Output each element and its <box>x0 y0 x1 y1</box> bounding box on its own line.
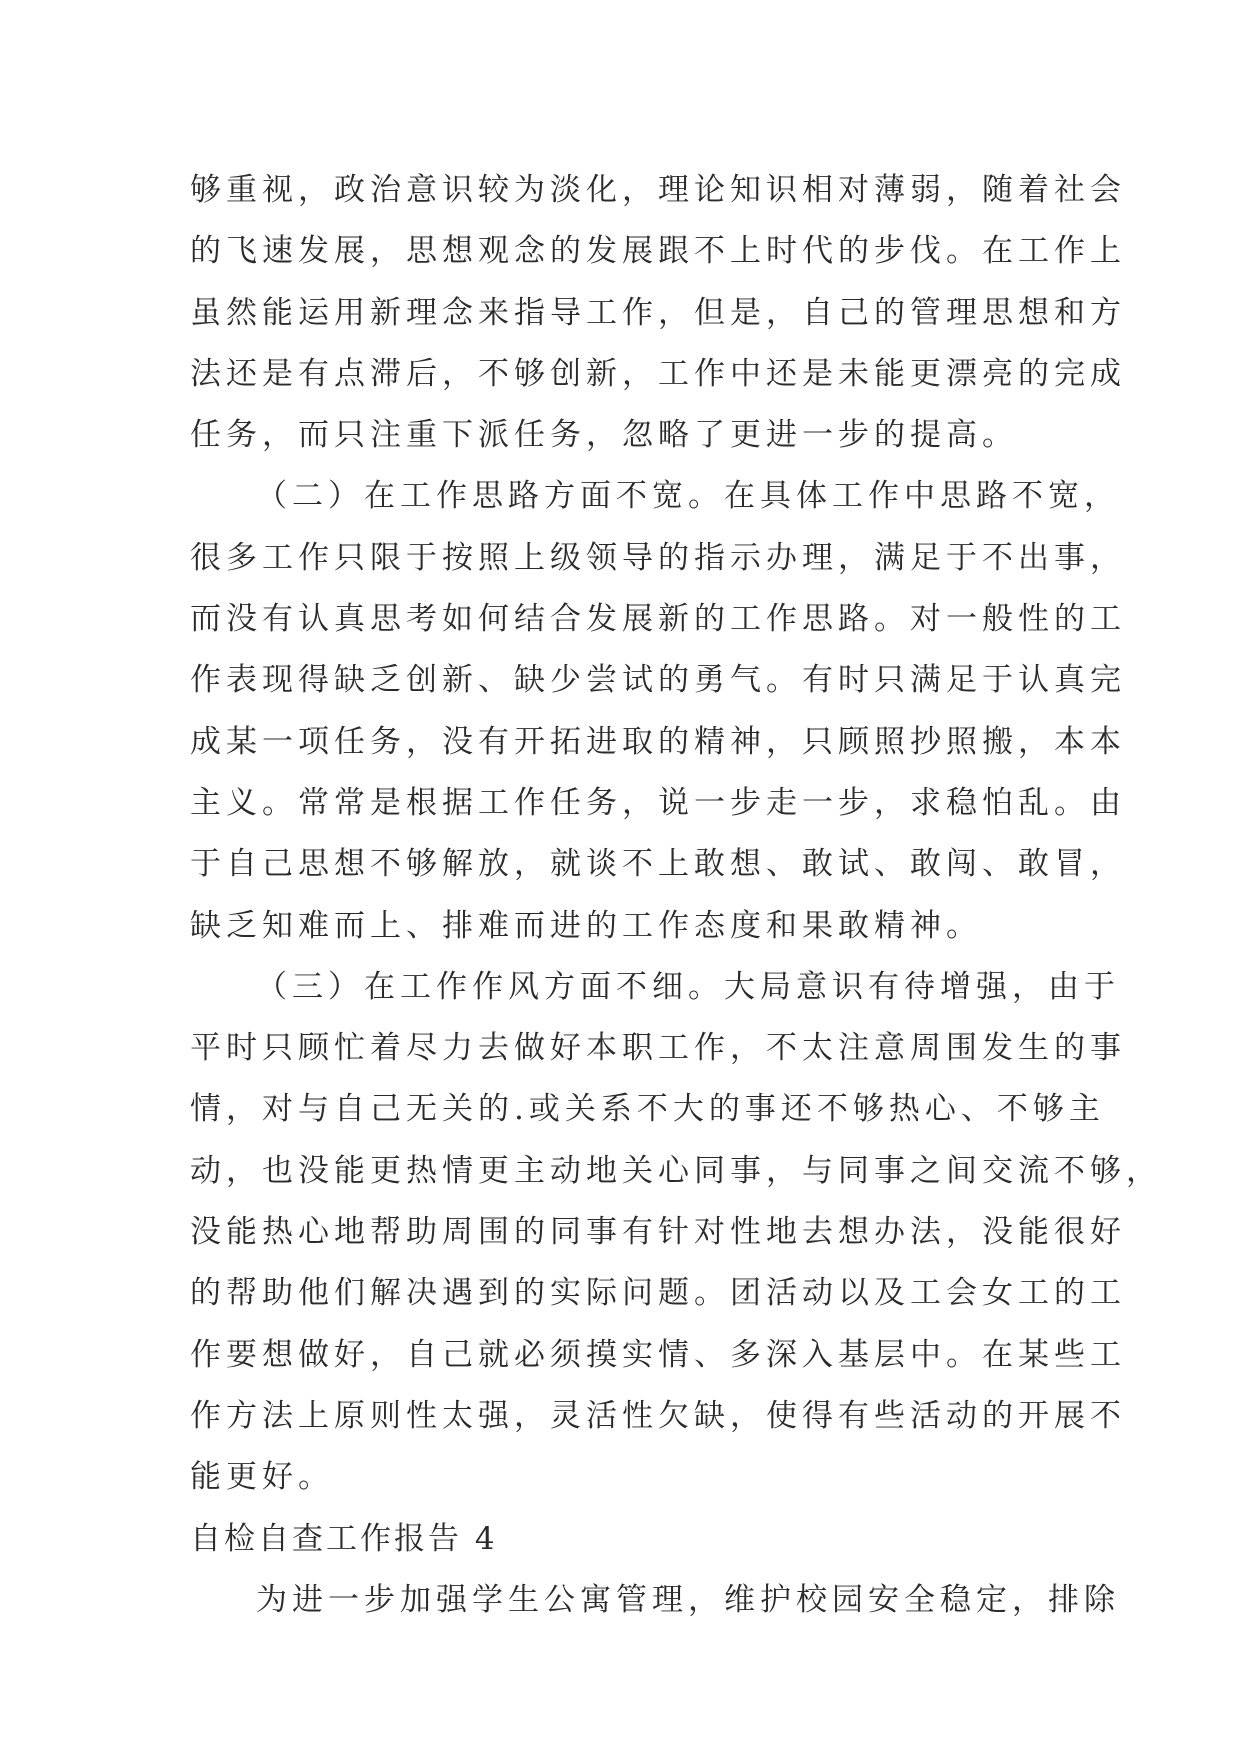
text-line: 作要想做好，自己就必须摸实情、多深入基层中。在某些工 <box>190 1336 1126 1373</box>
paragraph-start-line: （三）在工作作风方面不细。大局意识有待增强，由于 <box>256 968 1120 1005</box>
text-line: 于自己思想不够解放，就谈不上敢想、敢试、敢闯、敢冒， <box>190 846 1126 883</box>
text-line: 情，对与自己无关的.或关系不大的事还不够热心、不够主 <box>190 1091 1105 1128</box>
text-line: 作方法上原则性太强，灵活性欠缺，使得有些活动的开展不 <box>190 1397 1126 1434</box>
text-line: 法还是有点滞后，不够创新，工作中还是未能更漂亮的完成 <box>190 355 1126 392</box>
text-line: 而没有认真思考如何结合发展新的工作思路。对一般性的工 <box>190 601 1126 638</box>
paragraph-start-line: 为进一步加强学生公寓管理，维护校园安全稳定，排除 <box>256 1581 1120 1618</box>
text-line: 虽然能运用新理念来指导工作，但是，自己的管理思想和方 <box>190 294 1126 331</box>
text-line: 的帮助他们解决遇到的实际问题。团活动以及工会女工的工 <box>190 1275 1126 1312</box>
text-line: 的飞速发展，思想观念的发展跟不上时代的步伐。在工作上 <box>190 233 1126 270</box>
paragraph-start-line: （二）在工作思路方面不宽。在具体工作中思路不宽， <box>256 478 1120 515</box>
text-line: 够重视，政治意识较为淡化，理论知识相对薄弱，随着社会 <box>190 172 1126 208</box>
text-line: 成某一项任务，没有开拓进取的精神，只顾照抄照搬，本本 <box>190 723 1126 760</box>
text-line: 作表现得缺乏创新、缺少尝试的勇气。有时只满足于认真完 <box>190 662 1126 699</box>
document-body <box>190 160 1162 1631</box>
text-line: 动，也没能更热情更主动地关心同事，与同事之间交流不够， <box>190 1152 1162 1189</box>
text-line: 任务，而只注重下派任务，忽略了更进一步的提高。 <box>190 417 1018 454</box>
text-line: 缺乏知难而上、排难而进的工作态度和果敢精神。 <box>190 907 982 944</box>
text-line: 能更好。 <box>190 1459 334 1496</box>
text-line: 很多工作只限于按照上级领导的指示办理，满足于不出事， <box>190 539 1126 576</box>
text-line: 主义。常常是根据工作任务，说一步走一步，求稳怕乱。由 <box>190 784 1126 821</box>
text-line: 平时只顾忙着尽力去做好本职工作，不太注意周围发生的事 <box>190 1030 1126 1067</box>
section-heading: 自检自查工作报告 4 <box>190 1520 498 1557</box>
text-line: 没能热心地帮助周围的同事有针对性地去想办法，没能很好 <box>190 1214 1126 1251</box>
